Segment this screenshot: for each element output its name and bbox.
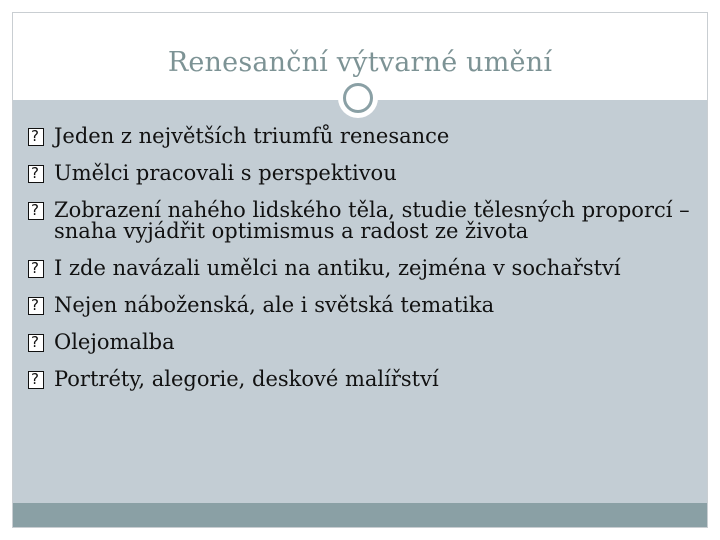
- missing-glyph-box-icon: [28, 260, 44, 278]
- bullet-text: Jeden z největších triumfů renesance: [54, 124, 450, 148]
- bullet-item: [28, 295, 698, 316]
- bullet-item: [28, 163, 698, 184]
- missing-glyph-box-icon: [28, 297, 44, 315]
- bullet-item: [28, 200, 698, 242]
- ring-icon: [343, 83, 373, 113]
- bullet-item: [28, 126, 698, 147]
- bullet-item: [28, 369, 698, 390]
- missing-glyph-box-icon: [28, 334, 44, 352]
- missing-glyph-box-icon: [28, 128, 44, 146]
- bullet-list: [28, 126, 698, 406]
- bullet-text: I zde navázali umělci na antiku, zejména v sochařství: [54, 256, 621, 280]
- footer-band: [13, 503, 707, 527]
- bullet-text: Olejomalba: [54, 330, 175, 354]
- bullet-text: Umělci pracovali s perspektivou: [54, 161, 397, 185]
- slide-title: Renesanční výtvarné umění: [167, 47, 553, 78]
- bullet-item: [28, 332, 698, 353]
- missing-glyph-box-icon: [28, 165, 44, 183]
- bullet-text: Portréty, alegorie, deskové malířství: [54, 367, 439, 391]
- bullet-text: Zobrazení nahého lidského těla, studie tělesných proporcí – snaha vyjádřit optimismus a radost ze života: [54, 198, 690, 243]
- missing-glyph-box-icon: [28, 202, 44, 220]
- bullet-item: [28, 258, 698, 279]
- bullet-text: Nejen náboženská, ale i světská tematika: [54, 293, 495, 317]
- missing-glyph-box-icon: [28, 371, 44, 389]
